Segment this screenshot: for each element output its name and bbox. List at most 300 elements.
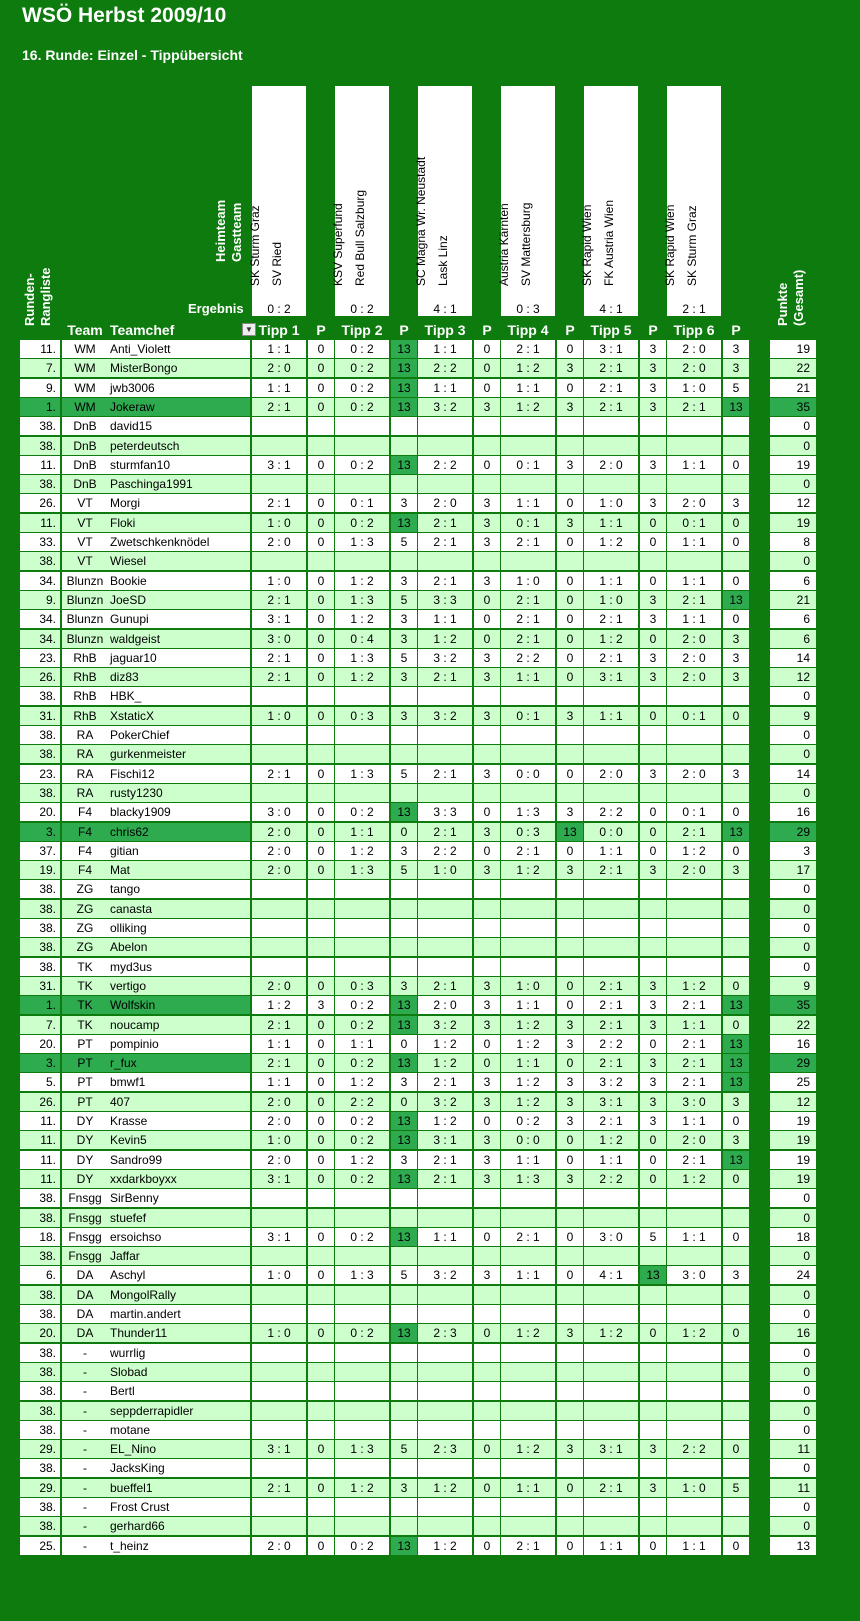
table-row [20, 861, 816, 879]
points-cell [474, 552, 500, 570]
team-cell: DY [62, 1170, 108, 1188]
tipp-cell: 0 : 2 [501, 1112, 555, 1130]
tipp-cell [252, 880, 306, 898]
points-cell [723, 1344, 749, 1362]
tipp-cell [667, 726, 721, 744]
tipp-cell: 1 : 2 [335, 1151, 389, 1169]
total-points-cell: 0 [770, 1402, 816, 1420]
tipp-cell: 3 : 3 [418, 591, 472, 609]
table-row [20, 1228, 816, 1246]
points-cell [557, 880, 583, 898]
total-points-cell: 22 [770, 359, 816, 377]
rank-cell: 31. [20, 707, 60, 725]
tipp-cell [252, 1189, 306, 1207]
rank-cell: 23. [20, 649, 60, 667]
home-team-name: KSV Superfund [331, 203, 345, 286]
tipp-cell: 1 : 0 [252, 572, 306, 590]
points-column-header: P [399, 322, 409, 338]
tipp-cell [501, 726, 555, 744]
points-cell: 3 [391, 977, 417, 995]
total-points-cell: 13 [770, 1537, 816, 1555]
points-cell: 0 [308, 861, 334, 879]
points-cell: 3 [723, 649, 749, 667]
tipp-cell: 1 : 0 [667, 1479, 721, 1497]
filter-dropdown-icon[interactable]: ▼ [242, 323, 256, 336]
teamchef-cell: bmwf1 [108, 1073, 250, 1091]
tipp-cell [501, 880, 555, 898]
total-points-cell: 0 [770, 1459, 816, 1477]
tipp-column-header: Tipp 6 [673, 322, 715, 338]
tipp-cell: 1 : 1 [501, 494, 555, 512]
tipp-cell: 1 : 1 [418, 340, 472, 358]
points-cell [308, 552, 334, 570]
points-cell: 0 [308, 533, 334, 551]
points-cell [723, 1382, 749, 1400]
tipp-cell: 1 : 1 [418, 379, 472, 397]
points-cell [391, 1286, 417, 1304]
points-cell [391, 1402, 417, 1420]
team-cell: ZG [62, 938, 108, 956]
points-cell: 0 [308, 1440, 334, 1458]
tipp-cell: 1 : 1 [418, 610, 472, 628]
rank-cell: 19. [20, 861, 60, 879]
points-cell: 3 [391, 1479, 417, 1497]
tipp-cell: 1 : 2 [667, 1170, 721, 1188]
points-cell [557, 900, 583, 918]
points-cell [557, 1344, 583, 1362]
points-cell [557, 437, 583, 455]
points-cell: 3 [640, 861, 666, 879]
away-team-name: Red Bull Salzburg [353, 189, 367, 286]
points-cell: 0 [308, 398, 334, 416]
teamchef-cell: blacky1909 [108, 803, 250, 821]
points-cell [640, 1459, 666, 1477]
rank-cell: 26. [20, 1093, 60, 1111]
points-cell [391, 900, 417, 918]
points-cell [474, 784, 500, 802]
points-cell [640, 745, 666, 763]
points-cell: 13 [723, 1151, 749, 1169]
tipp-cell [252, 475, 306, 493]
points-cell: 0 [474, 1054, 500, 1072]
points-cell: 0 [474, 1228, 500, 1246]
points-cell: 0 [557, 649, 583, 667]
tipp-cell: 1 : 1 [584, 1151, 638, 1169]
tipp-cell: 2 : 1 [667, 1035, 721, 1053]
points-cell: 3 [640, 1054, 666, 1072]
tipp-cell [418, 1402, 472, 1420]
points-cell [557, 1382, 583, 1400]
tipp-cell: 2 : 1 [418, 765, 472, 783]
points-cell: 3 [640, 1093, 666, 1111]
tipp-cell: 2 : 1 [584, 610, 638, 628]
tipp-cell [584, 958, 638, 976]
points-cell: 3 [474, 996, 500, 1014]
tipp-cell [418, 1247, 472, 1265]
points-cell: 3 [557, 1035, 583, 1053]
points-cell [723, 745, 749, 763]
tipp-cell [584, 1402, 638, 1420]
tipp-cell [501, 1363, 555, 1381]
tipp-cell: 1 : 3 [335, 533, 389, 551]
total-points-cell: 6 [770, 630, 816, 648]
tipp-cell [335, 1344, 389, 1362]
tipp-cell [418, 437, 472, 455]
tipp-cell [501, 938, 555, 956]
tipp-cell: 2 : 2 [418, 359, 472, 377]
points-cell: 0 [640, 823, 666, 841]
table-row [20, 996, 816, 1014]
points-cell: 0 [723, 1537, 749, 1555]
team-cell: DA [62, 1305, 108, 1323]
rank-cell: 26. [20, 494, 60, 512]
rank-cell: 38. [20, 552, 60, 570]
tipp-cell [667, 1344, 721, 1362]
tipp-cell [584, 475, 638, 493]
team-cell: DA [62, 1324, 108, 1342]
tipp-cell: 3 : 1 [252, 1170, 306, 1188]
punkte-label-1: Punkte [775, 282, 790, 326]
tipp-cell [667, 1382, 721, 1400]
rank-cell: 11. [20, 1112, 60, 1130]
away-team-name: Lask Linz [436, 235, 450, 286]
tipp-cell [418, 1286, 472, 1304]
teamchef-cell: sturmfan10 [108, 456, 250, 474]
tipp-cell: 2 : 1 [418, 977, 472, 995]
tipp-cell [418, 1459, 472, 1477]
points-cell: 3 [391, 610, 417, 628]
teamchef-cell: jwb3006 [108, 379, 250, 397]
points-cell: 3 [474, 668, 500, 686]
points-cell: 0 [474, 1324, 500, 1342]
rank-cell: 26. [20, 668, 60, 686]
table-row [20, 938, 816, 956]
total-points-cell: 19 [770, 514, 816, 532]
table-row [20, 1035, 816, 1053]
tipp-cell: 1 : 2 [418, 1054, 472, 1072]
tipp-cell [335, 1517, 389, 1535]
total-points-cell: 0 [770, 475, 816, 493]
tipp-cell [335, 900, 389, 918]
points-cell: 0 [557, 1054, 583, 1072]
match-result: 4 : 1 [599, 302, 623, 316]
tipp-cell: 2 : 1 [584, 649, 638, 667]
table-row [20, 842, 816, 860]
total-points-cell: 19 [770, 1170, 816, 1188]
points-cell: 0 [557, 1479, 583, 1497]
tipp-cell: 2 : 1 [252, 494, 306, 512]
points-cell [640, 726, 666, 744]
tipp-cell: 1 : 0 [252, 707, 306, 725]
points-cell: 0 [308, 1035, 334, 1053]
points-cell: 13 [391, 1112, 417, 1130]
tipp-cell [667, 1459, 721, 1477]
points-cell: 0 [723, 1324, 749, 1342]
points-cell [308, 1382, 334, 1400]
teamchef-cell: stuefef [108, 1209, 250, 1227]
table-row [20, 668, 816, 686]
rank-cell: 38. [20, 1247, 60, 1265]
total-points-cell: 35 [770, 398, 816, 416]
points-cell: 0 [557, 379, 583, 397]
tipp-cell [252, 1247, 306, 1265]
total-points-cell: 0 [770, 938, 816, 956]
team-cell: - [62, 1479, 108, 1497]
points-cell: 3 [640, 649, 666, 667]
tipp-cell: 2 : 0 [667, 494, 721, 512]
tipp-cell [252, 687, 306, 705]
teamchef-cell: Wolfskin [108, 996, 250, 1014]
tipp-cell [501, 1305, 555, 1323]
points-cell [474, 900, 500, 918]
tipp-cell [418, 552, 472, 570]
tipp-cell: 3 : 1 [584, 1440, 638, 1458]
table-row [20, 900, 816, 918]
tipp-cell [667, 437, 721, 455]
tipp-cell: 0 : 2 [335, 359, 389, 377]
points-cell [308, 1305, 334, 1323]
teamchef-cell: Abelon [108, 938, 250, 956]
total-points-cell: 0 [770, 1344, 816, 1362]
team-cell: RA [62, 765, 108, 783]
tipp-cell: 2 : 1 [584, 1112, 638, 1130]
points-cell: 0 [308, 340, 334, 358]
home-team-name: SK Rapid Wien [663, 204, 677, 286]
tipp-cell: 1 : 2 [501, 1324, 555, 1342]
points-cell [391, 1247, 417, 1265]
tipp-cell: 1 : 3 [335, 591, 389, 609]
table-row [20, 1363, 816, 1381]
points-cell: 3 [640, 494, 666, 512]
points-cell [474, 958, 500, 976]
points-cell [474, 1247, 500, 1265]
points-cell [723, 1363, 749, 1381]
points-cell: 3 [474, 398, 500, 416]
total-points-cell: 0 [770, 1305, 816, 1323]
team-cell: DnB [62, 417, 108, 435]
points-cell: 0 [474, 456, 500, 474]
total-points-cell: 29 [770, 823, 816, 841]
tipp-cell [501, 1286, 555, 1304]
tipp-cell: 1 : 1 [335, 823, 389, 841]
points-cell [474, 1498, 500, 1516]
points-cell [723, 958, 749, 976]
table-row [20, 1189, 816, 1207]
points-cell: 13 [391, 1054, 417, 1072]
points-cell [391, 437, 417, 455]
rank-cell: 38. [20, 1305, 60, 1323]
teamchef-cell: diz83 [108, 668, 250, 686]
points-cell [308, 475, 334, 493]
points-cell: 0 [557, 977, 583, 995]
points-cell: 13 [391, 359, 417, 377]
tipp-cell: 2 : 1 [667, 1151, 721, 1169]
tipp-cell: 2 : 1 [584, 379, 638, 397]
points-cell [308, 1189, 334, 1207]
points-cell: 3 [557, 1093, 583, 1111]
tipp-cell: 3 : 1 [584, 668, 638, 686]
table-row [20, 379, 816, 397]
team-cell: TK [62, 1016, 108, 1034]
points-cell: 0 [640, 572, 666, 590]
points-cell [308, 958, 334, 976]
tipp-cell [501, 784, 555, 802]
table-row [20, 1054, 816, 1072]
points-cell [557, 958, 583, 976]
total-points-cell: 0 [770, 1247, 816, 1265]
tipp-cell: 1 : 3 [335, 1440, 389, 1458]
teamchef-cell: Mat [108, 861, 250, 879]
points-cell: 0 [474, 803, 500, 821]
points-cell: 13 [723, 1054, 749, 1072]
points-cell: 5 [723, 1479, 749, 1497]
rangliste-label-1: Runden- [22, 273, 37, 326]
tipp-cell: 2 : 1 [501, 1537, 555, 1555]
tipp-cell [584, 1421, 638, 1439]
tipp-cell: 2 : 1 [252, 398, 306, 416]
tipp-cell: 1 : 3 [335, 765, 389, 783]
tipp-cell [418, 1209, 472, 1227]
points-cell: 0 [557, 610, 583, 628]
tipp-cell: 1 : 2 [418, 1112, 472, 1130]
tipp-cell: 1 : 2 [501, 359, 555, 377]
table-row [20, 437, 816, 455]
points-cell [640, 1247, 666, 1265]
teamchef-cell: Morgi [108, 494, 250, 512]
team-cell: - [62, 1402, 108, 1420]
team-cell: Blunzn [62, 610, 108, 628]
tipp-cell [501, 958, 555, 976]
tipp-cell [501, 1209, 555, 1227]
points-cell: 0 [391, 823, 417, 841]
tipp-cell: 2 : 1 [501, 630, 555, 648]
team-cell: ZG [62, 880, 108, 898]
table-row [20, 552, 816, 570]
points-cell: 0 [308, 1073, 334, 1091]
tipp-cell: 1 : 0 [252, 1324, 306, 1342]
total-points-cell: 18 [770, 1228, 816, 1246]
tipp-cell [584, 1344, 638, 1362]
tipp-cell: 1 : 1 [335, 1035, 389, 1053]
points-cell [723, 726, 749, 744]
teamchef-cell: XstaticX [108, 707, 250, 725]
teamchef-cell: peterdeutsch [108, 437, 250, 455]
points-cell [308, 417, 334, 435]
tipp-cell: 2 : 3 [418, 1324, 472, 1342]
tipp-cell [252, 1402, 306, 1420]
tipp-cell: 1 : 2 [584, 630, 638, 648]
points-cell: 3 [640, 591, 666, 609]
rank-cell: 18. [20, 1228, 60, 1246]
points-cell: 0 [308, 379, 334, 397]
points-cell: 3 [557, 456, 583, 474]
points-cell: 3 [640, 456, 666, 474]
away-team-name: SV Ried [270, 241, 284, 286]
points-cell: 0 [557, 494, 583, 512]
total-points-cell: 6 [770, 610, 816, 628]
points-cell: 3 [474, 765, 500, 783]
table-row [20, 1479, 816, 1497]
tipp-cell [584, 919, 638, 937]
points-cell: 13 [391, 1228, 417, 1246]
points-cell [723, 1421, 749, 1439]
teamchef-cell: pompinio [108, 1035, 250, 1053]
points-cell [723, 1402, 749, 1420]
teamchef-cell: Jaffar [108, 1247, 250, 1265]
tipp-cell: 0 : 2 [335, 803, 389, 821]
tipp-cell: 2 : 0 [667, 340, 721, 358]
table-row [20, 1305, 816, 1323]
rank-cell: 1. [20, 398, 60, 416]
table-row [20, 958, 816, 976]
tipp-cell: 2 : 2 [501, 649, 555, 667]
tipp-cell: 2 : 1 [667, 1073, 721, 1091]
points-cell [308, 1363, 334, 1381]
points-cell: 0 [557, 1537, 583, 1555]
team-cell: Fnsgg [62, 1189, 108, 1207]
rank-cell: 5. [20, 1073, 60, 1091]
points-cell: 0 [640, 1035, 666, 1053]
rank-cell: 38. [20, 1459, 60, 1477]
rank-cell: 38. [20, 437, 60, 455]
tipp-cell: 2 : 0 [667, 765, 721, 783]
points-cell: 3 [557, 803, 583, 821]
tipp-cell [418, 919, 472, 937]
tipp-cell: 2 : 1 [584, 1016, 638, 1034]
tipp-cell: 2 : 1 [418, 514, 472, 532]
team-cell: RhB [62, 649, 108, 667]
total-points-cell: 19 [770, 1112, 816, 1130]
points-cell [640, 919, 666, 937]
points-cell [391, 880, 417, 898]
tipp-cell: 2 : 1 [418, 1151, 472, 1169]
points-cell: 0 [640, 707, 666, 725]
tipp-cell: 2 : 1 [584, 359, 638, 377]
points-cell [640, 1286, 666, 1304]
tipp-cell [418, 1344, 472, 1362]
points-cell: 0 [474, 842, 500, 860]
points-cell: 3 [640, 398, 666, 416]
tipp-column-header: Tipp 2 [341, 322, 383, 338]
tipp-cell: 3 : 1 [252, 1440, 306, 1458]
tipp-cell: 1 : 1 [501, 996, 555, 1014]
total-points-cell: 19 [770, 340, 816, 358]
points-cell [640, 687, 666, 705]
points-cell [640, 417, 666, 435]
points-cell [557, 1517, 583, 1535]
points-cell: 3 [557, 1440, 583, 1458]
tipp-cell [418, 1421, 472, 1439]
tipp-cell [252, 437, 306, 455]
points-cell: 3 [640, 379, 666, 397]
points-cell: 0 [308, 1228, 334, 1246]
points-cell: 3 [391, 842, 417, 860]
points-cell [474, 1189, 500, 1207]
table-row [20, 340, 816, 358]
points-cell: 0 [308, 630, 334, 648]
tipp-cell [667, 1517, 721, 1535]
teamchef-cell: SirBenny [108, 1189, 250, 1207]
tipp-cell: 2 : 1 [667, 591, 721, 609]
tipp-cell [667, 1305, 721, 1323]
rangliste-label-2: Rangliste [38, 267, 53, 326]
team-cell: - [62, 1363, 108, 1381]
points-cell [391, 1189, 417, 1207]
table-row [20, 1440, 816, 1458]
tipp-cell: 2 : 1 [252, 1054, 306, 1072]
points-cell: 5 [391, 765, 417, 783]
points-cell [391, 417, 417, 435]
